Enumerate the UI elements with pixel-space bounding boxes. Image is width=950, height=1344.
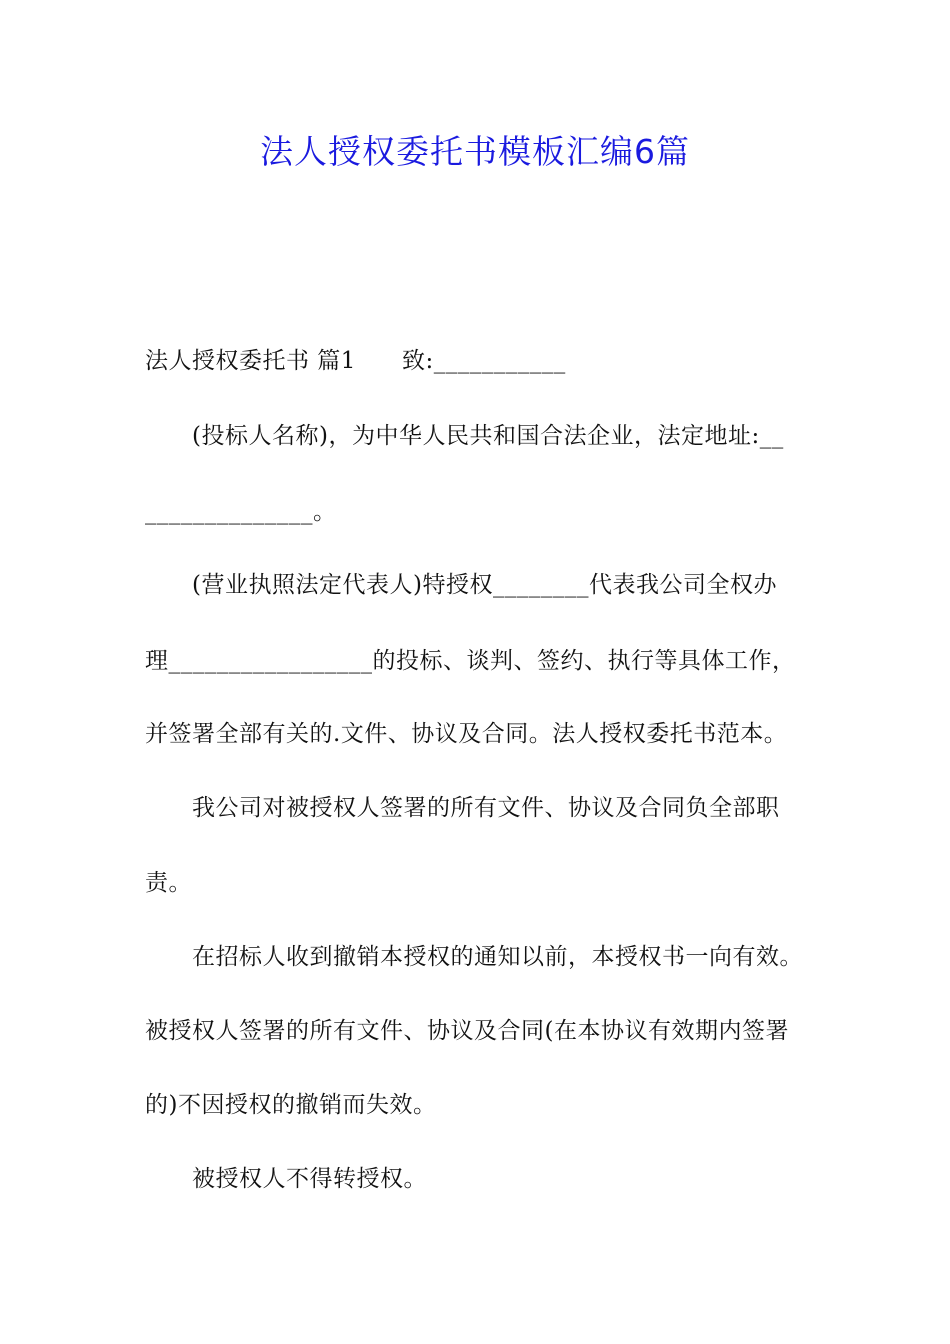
paragraph-line: 被授权人签署的所有文件、协议及合同(在本协议有效期内签署	[145, 1018, 789, 1044]
paragraph-line: (投标人名称)，为中华人民共和国合法企业，法定地址:__	[192, 423, 784, 449]
salutation: 致:___________	[401, 348, 566, 374]
paragraph-line: 理_________________的投标、谈判、签约、执行等具体工作，	[145, 648, 796, 674]
paragraph-line: ______________。	[145, 499, 337, 525]
paragraph-line: 的)不因授权的撤销而失效。	[145, 1092, 437, 1118]
paragraph-line: 我公司对被授权人签署的所有文件、协议及合同负全部职	[192, 795, 780, 821]
document-title: 法人授权委托书模板汇编6篇	[260, 132, 690, 171]
paragraph-line: 被授权人不得转授权。	[192, 1166, 427, 1192]
paragraph-line: 并签署全部有关的.文件、协议及合同。法人授权委托书范本。	[145, 721, 788, 747]
paragraph-line: (营业执照法定代表人)特授权________代表我公司全权办	[192, 572, 777, 598]
section-heading: 法人授权委托书 篇1	[145, 348, 356, 374]
header-line	[145, 343, 566, 379]
paragraph-line: 责。	[145, 870, 192, 896]
paragraph-line: 在招标人收到撤销本授权的通知以前，本授权书一向有效。	[192, 944, 803, 970]
